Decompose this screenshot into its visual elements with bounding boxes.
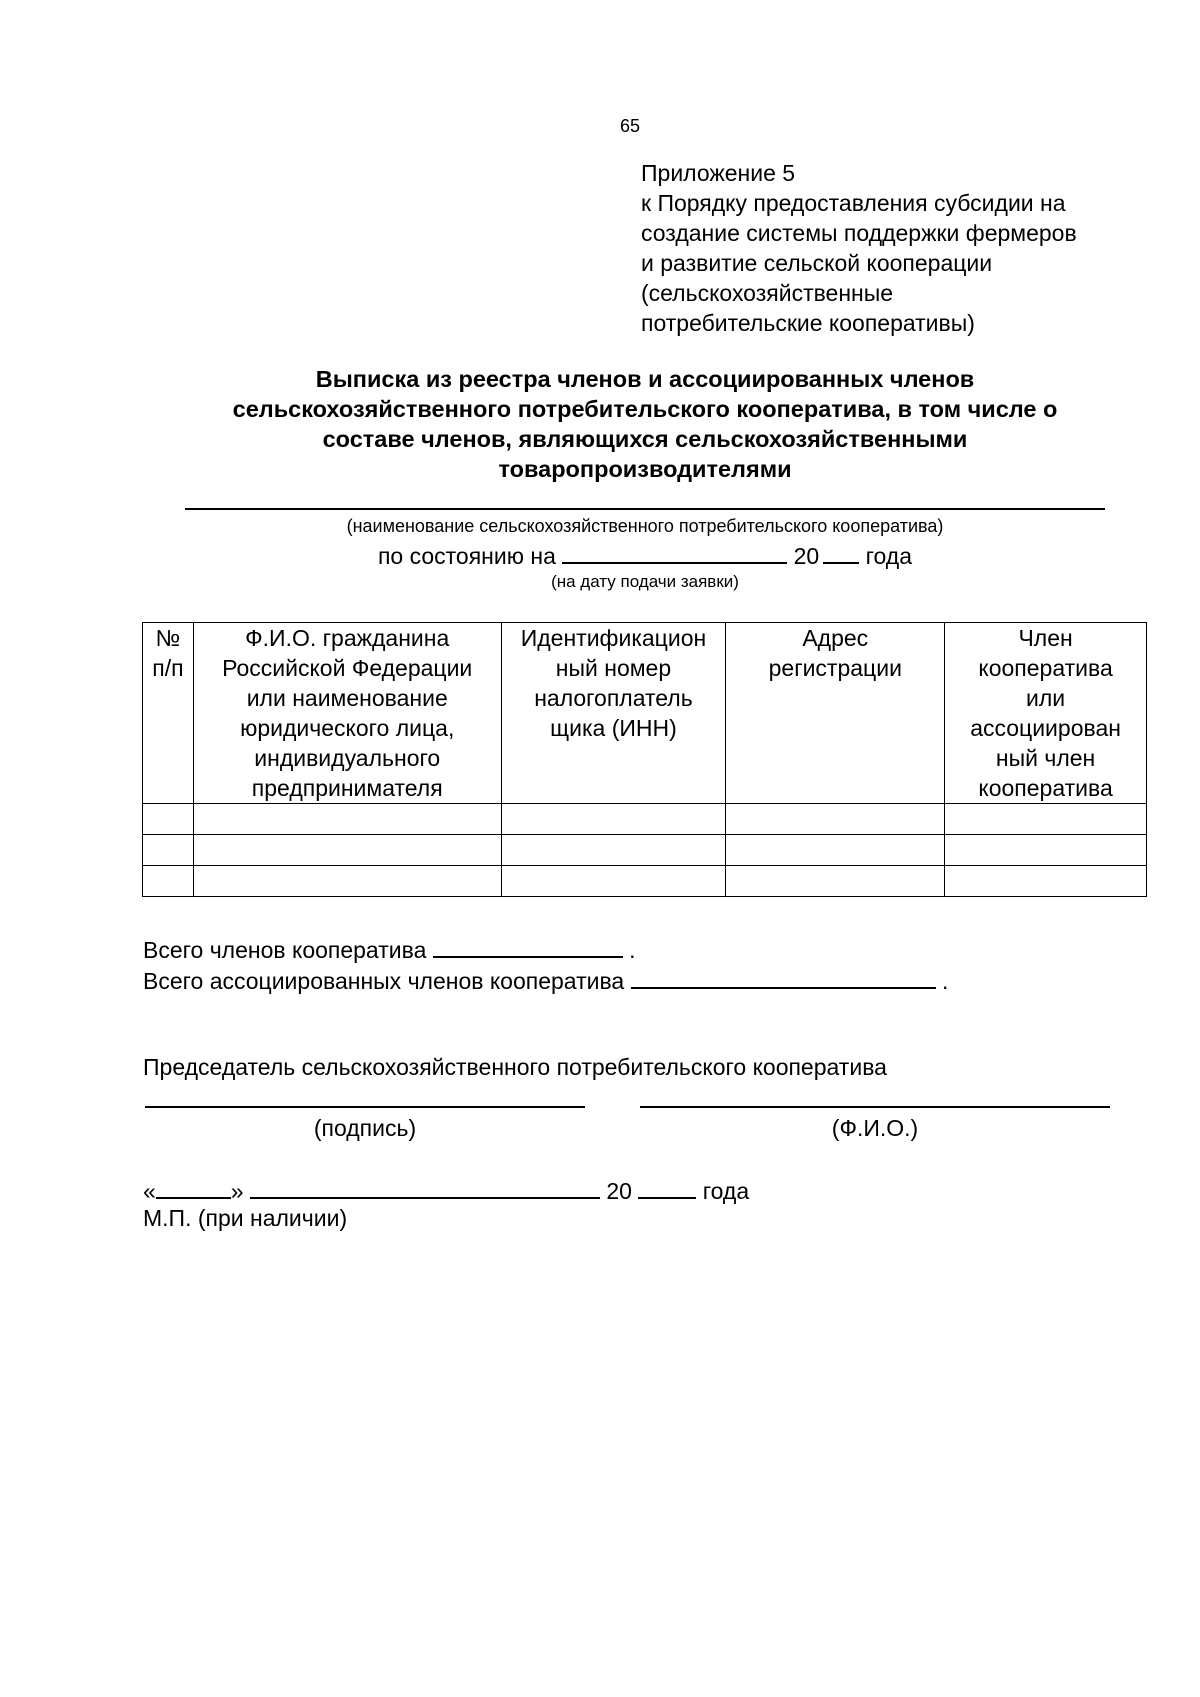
- title-line: товаропроизводителями: [498, 456, 792, 482]
- signature-caption: (подпись): [313, 1115, 417, 1141]
- page-number: 65: [620, 116, 641, 136]
- header-address: [726, 623, 945, 804]
- table-cell: [501, 804, 726, 835]
- fio-line: [640, 1106, 1110, 1108]
- header-line: №: [155, 625, 181, 651]
- as-of-label: по состоянию на: [377, 543, 556, 569]
- title-line: Выписка из реестра членов и ассоциированных членов: [315, 366, 975, 392]
- header-line: Адрес: [802, 625, 869, 651]
- appendix-line: Приложение 5: [641, 160, 796, 186]
- total-members-row: [143, 934, 948, 965]
- cooperative-name-caption: (наименование сельскохозяйственного потребительского кооператива): [346, 516, 944, 536]
- table-cell: [193, 866, 501, 897]
- header-line: налогоплатель: [534, 685, 693, 711]
- header-line: ный член: [995, 745, 1096, 771]
- end-mark: .: [942, 968, 949, 994]
- header-membership: [945, 623, 1147, 804]
- header-line: или: [1026, 685, 1066, 711]
- appendix-line: к Порядку предоставления субсидии на: [641, 190, 1066, 216]
- table-cell: [143, 866, 194, 897]
- chairman-label: Председатель сельскохозяйственного потребительского кооператива: [143, 1054, 887, 1080]
- header-line: ассоциирован: [970, 715, 1121, 741]
- as-of-year-prefix: 20: [793, 543, 820, 569]
- table-cell: [501, 866, 726, 897]
- fio-caption: (Ф.И.О.): [831, 1115, 919, 1141]
- table-cell: [945, 866, 1147, 897]
- table-row: [143, 804, 1147, 835]
- table-cell: [143, 804, 194, 835]
- table-cell: [726, 835, 945, 866]
- total-associated-label: Всего ассоциированных членов кооператива: [143, 968, 625, 994]
- appendix-line: (сельскохозяйственные: [641, 280, 894, 306]
- header-line: щика (ИНН): [550, 715, 677, 741]
- header-line: Член: [1018, 625, 1073, 651]
- stamp-label: М.П. (при наличии): [143, 1205, 348, 1231]
- header-line: регистрации: [768, 655, 902, 681]
- table-row: [143, 835, 1147, 866]
- header-line: предпринимателя: [251, 775, 443, 801]
- as-of-date-row: [185, 540, 1105, 570]
- header-line: Ф.И.О. гражданина: [245, 625, 450, 651]
- header-name: [193, 623, 501, 804]
- signature-line: [145, 1106, 585, 1108]
- year-blank: [638, 1175, 696, 1199]
- header-line: или наименование: [246, 685, 448, 711]
- table-cell: [945, 804, 1147, 835]
- appendix-line: создание системы поддержки фермеров: [641, 220, 1077, 246]
- table-body: [143, 804, 1147, 897]
- header-line: п/п: [152, 655, 184, 681]
- table-cell: [143, 835, 194, 866]
- title-line: составе членов, являющихся сельскохозяйственными: [322, 426, 968, 452]
- as-of-date-blank: [562, 540, 787, 564]
- end-mark: .: [629, 937, 636, 963]
- header-line: юридического лица,: [240, 715, 455, 741]
- as-of-year-suffix: года: [865, 543, 913, 569]
- members-table: [142, 622, 1147, 897]
- year-prefix: 20: [606, 1178, 632, 1204]
- table-cell: [726, 804, 945, 835]
- close-quote: »: [230, 1178, 244, 1204]
- appendix-block: [641, 158, 1077, 338]
- header-number: [143, 623, 194, 804]
- open-quote: «: [143, 1178, 156, 1204]
- as-of-date-caption: (на дату подачи заявки): [551, 572, 739, 591]
- table-row: [143, 866, 1147, 897]
- total-members-blank: [433, 934, 623, 958]
- total-associated-row: [143, 965, 948, 996]
- total-members-label: Всего членов кооператива: [143, 937, 427, 963]
- signing-date-row: [143, 1175, 749, 1205]
- cooperative-name-line: [185, 508, 1105, 510]
- day-blank: [156, 1175, 231, 1199]
- table-header-row: [143, 623, 1147, 804]
- total-associated-blank: [631, 965, 936, 989]
- table-cell: [726, 866, 945, 897]
- year-suffix: года: [702, 1178, 750, 1204]
- table-cell: [193, 804, 501, 835]
- appendix-line: потребительские кооперативы): [641, 310, 975, 336]
- table-cell: [501, 835, 726, 866]
- as-of-year-blank: [823, 540, 859, 564]
- appendix-line: и развитие сельской кооперации: [641, 250, 993, 276]
- header-line: индивидуального: [254, 745, 441, 771]
- header-line: Российской Федерации: [222, 655, 473, 681]
- totals-block: [143, 934, 948, 996]
- header-inn: [501, 623, 726, 804]
- header-line: Идентификацион: [520, 625, 707, 651]
- table-cell: [945, 835, 1147, 866]
- header-line: ный номер: [555, 655, 672, 681]
- document-title: [100, 364, 1190, 484]
- header-line: кооператива: [978, 655, 1113, 681]
- title-line: сельскохозяйственного потребительского кооператива, в том числе о: [232, 396, 1058, 422]
- table-cell: [193, 835, 501, 866]
- header-line: кооператива: [978, 775, 1113, 801]
- month-blank: [250, 1175, 600, 1199]
